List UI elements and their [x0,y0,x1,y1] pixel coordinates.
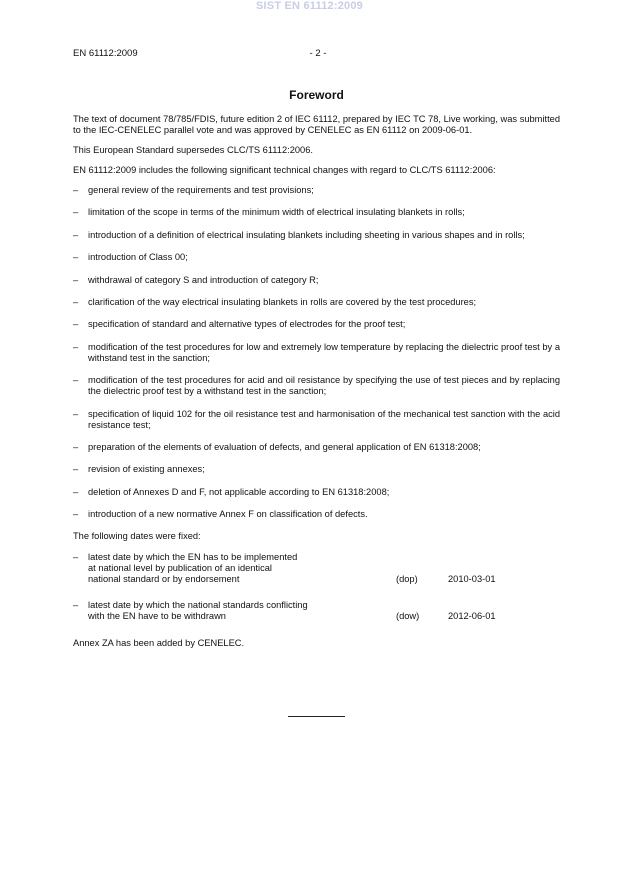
document-id: EN 61112:2009 [73,48,138,59]
end-rule [288,716,345,717]
date-abbreviation: (dop) [396,574,418,585]
list-item-text: modification of the test procedures for low and extremely low temperature by replacing the dielectric proof test by a withstand test in the sanction; [88,341,560,363]
date-description-line: with the EN have to be withdrawn [88,611,226,622]
intro-paragraph-1: The text of document 78/785/FDIS, future edition 2 of IEC 61112, prepared by IEC TC 78, Live working, was submitted to the IEC-CENELEC parallel vote and was approved by CENELEC as EN 61112 on 2009-06-01. [73,114,560,135]
bullet-dash: – [73,185,79,195]
list-item [73,509,560,520]
list-item [73,487,560,498]
bullet-dash: – [73,207,79,218]
list-item [73,464,560,475]
foreword-section [73,88,560,658]
list-item [73,319,560,330]
dates-intro: The following dates were fixed: [73,531,201,542]
date-entry-dow [73,600,560,622]
list-item [73,185,560,196]
section-title: Foreword [289,88,344,102]
list-item-text: deletion of Annexes D and F, not applicable according to EN 61318:2008; [88,486,390,497]
date-description [88,600,388,622]
date-description [88,552,388,585]
closing-paragraph: Annex ZA has been added by CENELEC. [73,638,245,649]
list-item-text: specification of liquid 102 for the oil resistance test and harmonisation of the mechanical test sanction with the acid resistance test; [88,408,560,430]
bullet-dash: – [73,486,79,497]
bullet-dash: – [73,296,79,307]
date-description-line: at national level by publication of an identical [88,563,272,574]
list-item [73,275,560,286]
list-item-text: general review of the requirements and test provisions; [88,185,314,195]
list-item-text: specification of standard and alternative types of electrodes for the proof test; [88,319,406,330]
bullet-dash: – [73,229,79,240]
bullet-dash: – [73,464,79,475]
changes-list [73,185,560,520]
list-item [73,409,560,431]
dates-list [73,552,560,622]
intro-paragraph-3: EN 61112:2009 includes the following significant technical changes with regard to CLC/TS 61112:2006: [73,165,496,175]
list-item [73,252,560,263]
list-item-text: withdrawal of category S and introduction of category R; [88,274,319,285]
list-item-text: introduction of a new normative Annex F on classification of defects. [88,509,368,520]
bullet-dash: – [73,552,79,563]
bullet-dash: – [73,319,79,330]
bullet-dash: – [73,375,79,386]
date-value: 2010-03-01 [448,574,496,585]
intro-paragraph-2: This European Standard supersedes CLC/TS 61112:2006. [73,145,313,155]
list-item-text: introduction of a definition of electrical insulating blankets including sheeting in various shapes and in rolls; [88,229,525,240]
bullet-dash: – [73,441,79,452]
list-item [73,442,560,453]
list-item [73,207,560,218]
date-value: 2012-06-01 [448,611,496,622]
date-description-line: latest date by which the national standards conflicting [88,600,308,611]
list-item [73,342,560,364]
watermark-text: SIST EN 61112:2009 [256,0,363,12]
list-item [73,230,560,241]
list-item [73,297,560,308]
list-item-text: modification of the test procedures for acid and oil resistance by specifying the use of test pieces and by replacing the dielectric proof test by a withstand test in the sanction; [88,375,560,397]
list-item-text: preparation of the elements of evaluation of defects, and general application of EN 61318:2008; [88,441,481,452]
list-item-text: revision of existing annexes; [88,464,205,475]
date-entry-dop [73,552,560,585]
list-item-text: introduction of Class 00; [88,252,188,263]
list-item-text: clarification of the way electrical insulating blankets in rolls are covered by the test procedures; [88,296,477,307]
date-abbreviation: (dow) [396,611,420,622]
bullet-dash: – [73,509,79,520]
bullet-dash: – [73,341,79,352]
page-number: - 2 - [309,48,327,59]
bullet-dash: – [73,252,79,263]
date-description-line: latest date by which the EN has to be implemented [88,552,298,563]
bullet-dash: – [73,274,79,285]
bullet-dash: – [73,600,79,611]
list-item-text: limitation of the scope in terms of the minimum width of electrical insulating blankets in rolls; [88,207,465,218]
list-item [73,375,560,397]
bullet-dash: – [73,408,79,419]
date-description-line: national standard or by endorsement [88,574,240,585]
